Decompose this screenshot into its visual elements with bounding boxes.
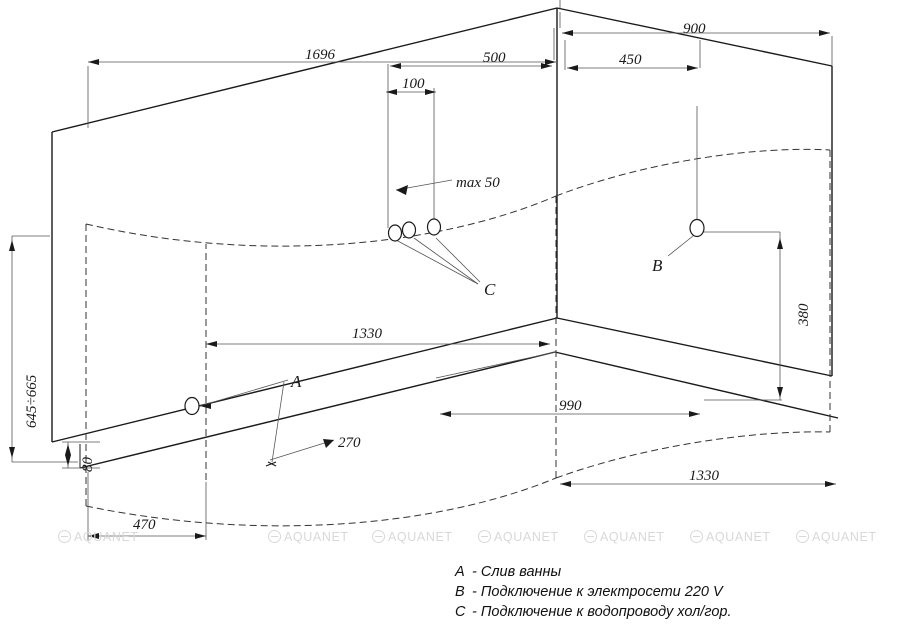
water-inlet-c2 xyxy=(403,222,416,238)
dimension-80: 80 xyxy=(80,457,96,472)
watermark-text: AQUANET xyxy=(494,530,559,544)
watermark-text: AQUANET xyxy=(812,530,877,544)
watermark-text: AQUANET xyxy=(706,530,771,544)
dimension-645-665: 645÷665 xyxy=(24,374,40,428)
legend-text-a: Слив ванны xyxy=(480,564,562,580)
watermark-logo-icon xyxy=(584,530,597,543)
marker-c: C xyxy=(484,280,496,299)
watermark xyxy=(372,528,453,544)
legend-key-b: B xyxy=(455,584,465,600)
watermark-text: AQUANET xyxy=(600,530,665,544)
dimension-270: 270 xyxy=(338,435,361,451)
legend-dash-c: - xyxy=(472,604,477,620)
dimension-470: 470 xyxy=(133,517,156,533)
dimension-900: 900 xyxy=(683,21,706,37)
legend-key-a: A xyxy=(455,564,465,580)
watermark xyxy=(478,528,559,544)
watermark-text: AQUANET xyxy=(284,530,349,544)
water-inlet-c1 xyxy=(389,225,402,241)
legend-dash-a: - xyxy=(472,564,477,580)
legend-dash-b: - xyxy=(472,584,477,600)
dimension-max-50: max 50 xyxy=(456,175,500,191)
watermark-logo-icon xyxy=(690,530,703,543)
legend-row-a xyxy=(455,562,731,582)
legend xyxy=(455,562,731,622)
watermark-text: AQUANET xyxy=(74,530,139,544)
dimension-380: 380 xyxy=(796,303,812,326)
dimension-450: 450 xyxy=(619,52,642,68)
watermark xyxy=(58,528,139,544)
watermark xyxy=(796,528,877,544)
electric-connection-b xyxy=(690,220,704,237)
watermark-logo-icon xyxy=(372,530,385,543)
watermark xyxy=(690,528,771,544)
drain-a xyxy=(185,398,199,415)
legend-row-b xyxy=(455,582,731,602)
watermark-logo-icon xyxy=(478,530,491,543)
bathtub-outline xyxy=(52,8,838,468)
water-inlet-c3 xyxy=(428,219,441,235)
dimension-100: 100 xyxy=(402,76,425,92)
legend-text-b: Подключение к электросети 220 V xyxy=(480,584,723,600)
legend-text-c: Подключение к водопроводу хол/гор. xyxy=(480,604,732,620)
watermark-logo-icon xyxy=(796,530,809,543)
watermark-logo-icon xyxy=(268,530,281,543)
dimension-arrows xyxy=(9,30,836,539)
watermark-logo-icon xyxy=(58,530,71,543)
legend-row-c xyxy=(455,602,731,622)
dimension-1696: 1696 xyxy=(305,47,335,63)
dimension-1330-top: 1330 xyxy=(352,326,382,342)
fitting-small-marks xyxy=(266,462,276,466)
watermark xyxy=(584,528,665,544)
dimension-500: 500 xyxy=(483,50,506,66)
watermark xyxy=(268,528,349,544)
dimension-990: 990 xyxy=(559,398,582,414)
marker-b: B xyxy=(652,256,663,275)
legend-key-c: C xyxy=(455,604,466,620)
dimension-1330-bottom: 1330 xyxy=(689,468,719,484)
marker-a: A xyxy=(291,372,302,391)
watermark-text: AQUANET xyxy=(388,530,453,544)
fitting-circles xyxy=(185,219,704,415)
